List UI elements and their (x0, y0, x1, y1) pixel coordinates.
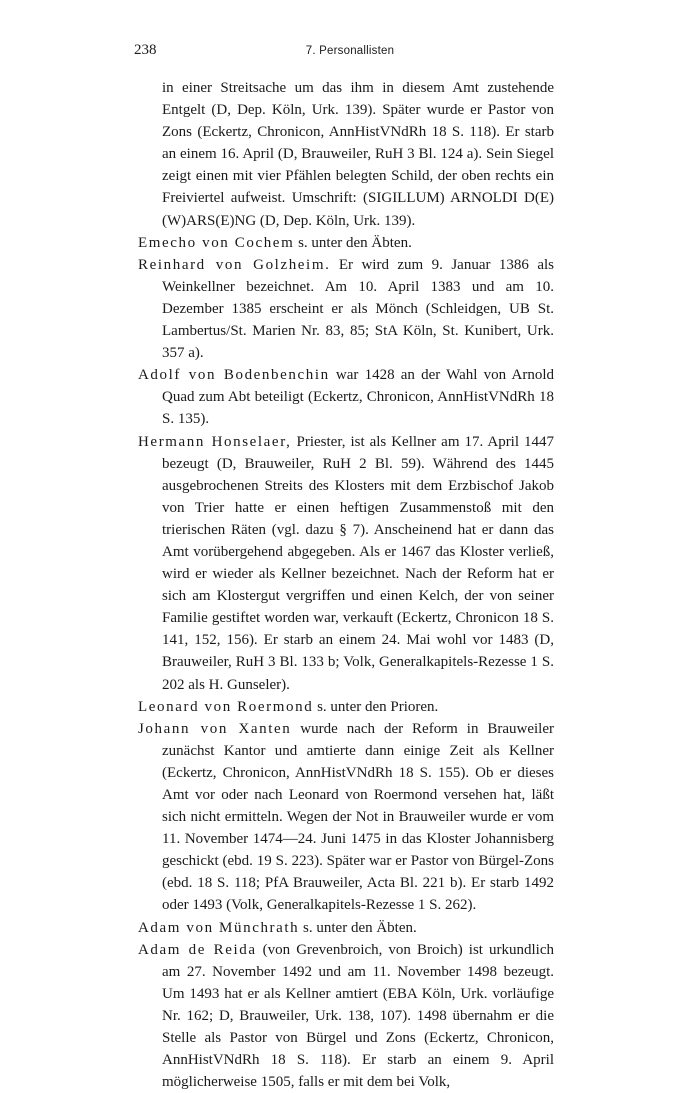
page-number: 238 (134, 42, 157, 58)
entry-name: Emecho von Cochem (138, 234, 295, 251)
list-entry (138, 718, 554, 917)
running-head: 7. Personallisten (305, 45, 395, 57)
list-entry (138, 917, 554, 939)
entry-name: Adam von Münchrath (138, 919, 300, 936)
entry-text: wurde nach der Reform in Brauweiler zunächst Kantor und amtierte dann einige Zeit als Kellner (Eckertz, Chronicon, AnnHistVNdRh 18 S. 155). Ob er dieses Amt vor oder nach Leonard von Roermond versehen hat, läßt sich nicht ermitteln. Wegen der Not in Brauweiler wurde er vom 11. November 1474—24. Juni 1475 in das Kloster Johannisberg geschickt (ebd. 19 S. 223). Später war er Pastor von Bürgel-Zons (ebd. 18 S. 118; PfA Brauweiler, Acta Bl. 221 b). Er starb 1492 oder 1493 (Volk, Generalkapitels-Rezesse 1 S. 262). (162, 720, 555, 914)
entry-text: s. unter den Äbten. (299, 919, 417, 936)
entry-text: (von Grevenbroich, von Broich) ist urkundlich am 27. November 1492 und am 11. November 1498 bezeugt. Um 1493 hat er als Kellner amtiert (EBA Köln, Urk. vorläufige Nr. 162; D, Brauweiler, Urk. 138, 107). 1498 übernahm er die Stelle als Pastor von Bürgel und Zons (Eckertz, Chronicon, AnnHistVNdRh 18 S. 118). Er starb an einem 9. April möglicherweise 1505, falls er mit dem bei Volk, (162, 941, 554, 1091)
entry-name: Reinhard von Golzheim. (138, 256, 331, 273)
list-entry (138, 939, 554, 1093)
entry-name: Hermann Honselaer, (138, 433, 292, 450)
entry-text: s. unter den Prioren. (313, 698, 439, 715)
list-entry (138, 431, 554, 696)
entry-text: Er wird zum 9. Januar 1386 als Weinkellner bezeichnet. Am 10. April 1383 und am 10. Dezember 1385 erscheint er als Mönch (Schleidgen, UB St. Lambertus/St. Marien Nr. 83, 85; StA Köln, St. Kunibert, Urk. 357 a). (162, 256, 554, 362)
entry-text: war 1428 an der Wahl von Arnold Quad zum Abt beteiligt (Eckertz, Chronicon, AnnHistVNdRh 18 S. 135). (162, 367, 554, 428)
list-entry (138, 254, 554, 364)
personnel-list (138, 77, 554, 1093)
entry-text: in einer Streitsache um das ihm in diesem Amt zustehende Entgelt (D, Dep. Köln, Urk. 139). Später wurde er Pastor von Zons (Eckertz, Chronicon, AnnHistVNdRh 18 S. 118). Er starb an einem 16. April (D, Brauweiler, RuH 3 Bl. 124 a). Sein Siegel zeigt einen mit vier Pfählen belegten Schild, der oben rechts ein Freiviertel aufweist. Umschrift: (SIGILLUM) ARNOLDI D(E) (W)ARS(E)NG (D, Dep. Köln, Urk. 139). (162, 80, 554, 229)
entry-text: s. unter den Äbten. (294, 234, 412, 251)
list-entry (138, 232, 554, 254)
entry-name: Johann von Xanten (138, 720, 292, 737)
entry-text: Priester, ist als Kellner am 17. April 1447 bezeugt (D, Brauweiler, RuH 2 Bl. 59). Während des 1445 ausgebrochenen Streits des Klosters mit dem Erzbischof Jakob von Trier hatte er einen heftigen Zusammenstoß mit den trierischen Räten (vgl. dazu § 7). Anscheinend hat er dann das Amt vorübergehend abgegeben. Als er 1467 das Kloster verließ, wird er wieder als Kellner bezeichnet. Nach der Reform hat er sich am Klostergut vergriffen und einen Kelch, der von seiner Familie gestiftet worden war, verkauft (Eckertz, Chronicon 18 S. 141, 152, 156). Er starb an einem 24. Mai wohl vor 1483 (D, Brauweiler, RuH 3 Bl. 133 b; Volk, Generalkapitels-Rezesse 1 S. 202 als H. Gunseler). (162, 433, 554, 693)
list-entry (138, 364, 554, 430)
entry-name: Adolf von Bodenbenchin (138, 367, 330, 384)
list-entry-continuation (138, 77, 554, 232)
entry-name: Leonard von Roermond (138, 698, 314, 715)
entry-name: Adam de Reida (138, 941, 257, 958)
list-entry (138, 696, 554, 718)
